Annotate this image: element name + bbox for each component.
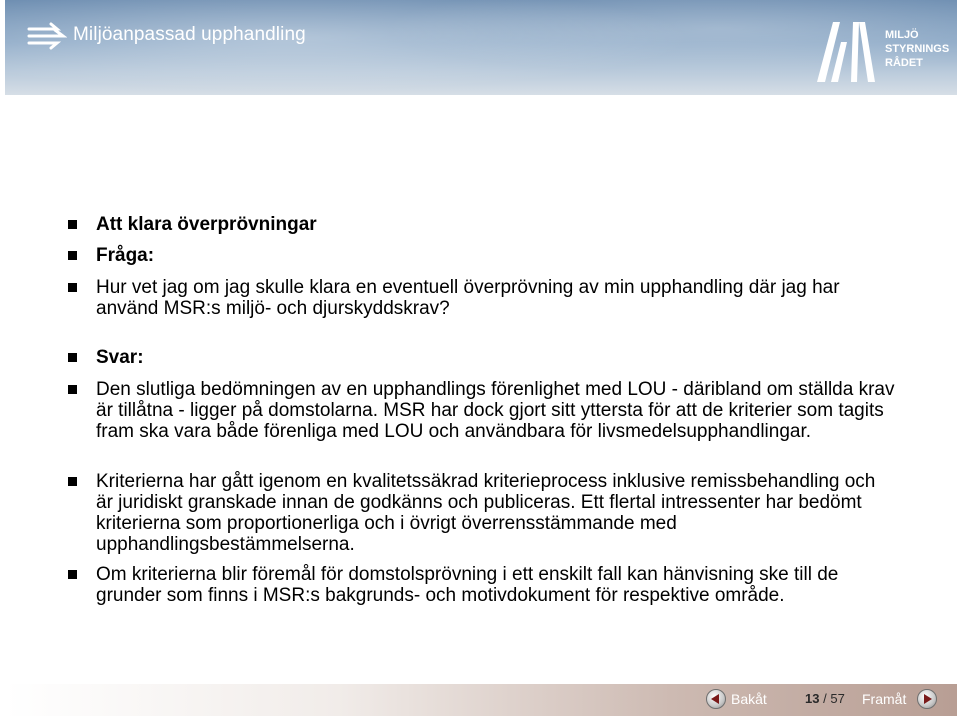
bullet-question <box>96 277 896 319</box>
bullet-text: Svar: <box>96 347 144 368</box>
bullet-text: Att klara överprövningar <box>96 214 317 235</box>
bullet-square-icon <box>68 385 77 394</box>
bullet-answer-3 <box>96 564 896 606</box>
bullet-square-icon <box>68 353 77 362</box>
bullet-heading <box>96 214 896 235</box>
page-separator: / <box>823 691 827 706</box>
bullet-answer-label <box>96 347 896 368</box>
bullet-text: Fråga: <box>96 245 155 266</box>
bullet-square-icon <box>68 220 77 229</box>
footer-nav-bar <box>5 684 957 716</box>
page-total: 57 <box>830 691 845 706</box>
bullet-text: Om kriterierna blir föremål för domstolsprövning i ett enskilt fall kan hänvisning ske till de grunder som finns i MSR:s bakgrunds- och motivdokument för respektive område. <box>96 564 839 606</box>
bullet-answer-1 <box>96 379 896 442</box>
page-current: 13 <box>805 691 820 706</box>
bullet-text: Hur vet jag om jag skulle klara en eventuell överprövning av min upphandling där jag har använd MSR:s miljö- och djurskyddskrav? <box>96 277 840 319</box>
page-indicator <box>805 691 845 706</box>
bullet-square-icon <box>68 477 77 486</box>
bullet-text: Kriterierna har gått igenom en kvalitetssäkrad kriterieprocess inklusive remissbehandling och är juridiskt granskade innan de godkänns och publiceras. Ett flertal intressenter har bedömt kriterierna som proportionerliga och i övrigt överrensstämmande med upphandlingsbestämmelserna. <box>96 471 876 555</box>
app-title: Miljöanpassad upphandling <box>73 24 306 45</box>
bullet-question-label <box>96 245 896 266</box>
logo-line-2: STYRNINGS <box>885 43 950 55</box>
bullet-answer-2 <box>96 471 896 555</box>
bullet-square-icon <box>68 251 77 260</box>
bullet-square-icon <box>68 283 77 292</box>
prev-arrow-icon[interactable] <box>706 689 726 709</box>
logo-line-3: RÅDET <box>885 57 923 69</box>
logo-line-1: MILJÖ <box>885 29 919 41</box>
bullet-text: Den slutliga bedömningen av en upphandlings förenlighet med LOU - däribland om ställda krav är tillåtna - ligger på domstolarna. MSR har dock gjort sitt yttersta för att de kriterier som tagits fram ska vara både förenliga med LOU och användbara för livsmedelsupphandlingar. <box>96 379 895 442</box>
bullet-square-icon <box>68 570 77 579</box>
prev-button[interactable]: Bakåt <box>731 691 767 707</box>
next-button[interactable]: Framåt <box>862 691 907 707</box>
next-arrow-icon[interactable] <box>917 689 937 709</box>
